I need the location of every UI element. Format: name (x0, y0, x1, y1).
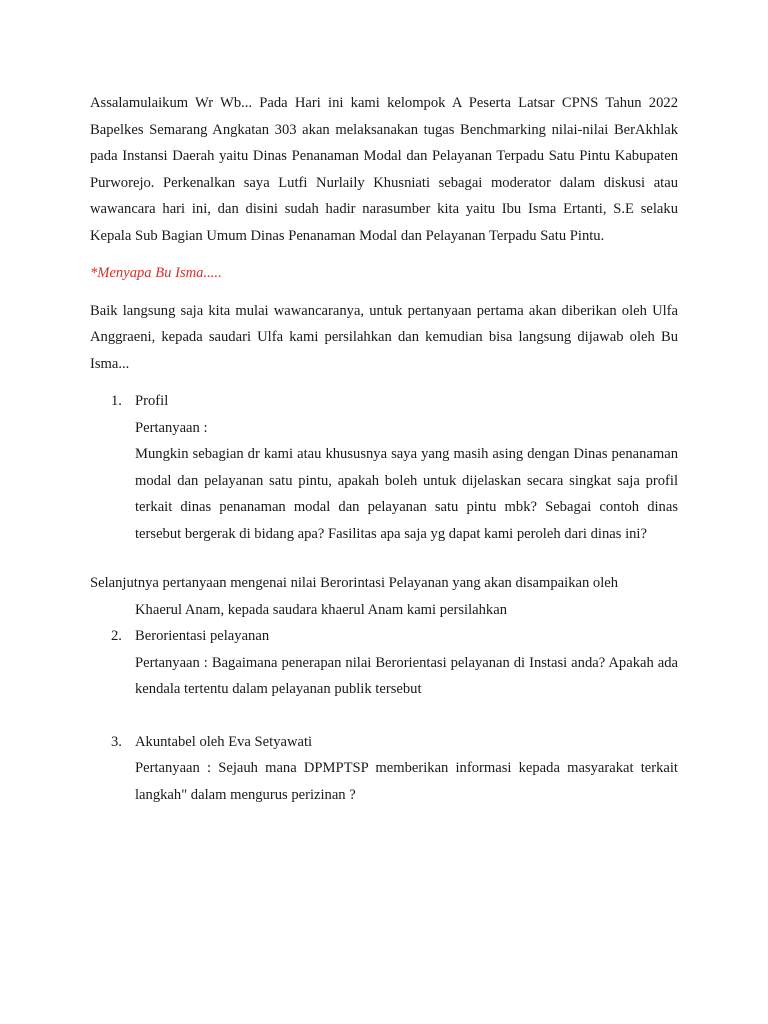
item-number: 2. (111, 628, 122, 644)
question-text: Mungkin sebagian dr kami atau khususnya saya yang masih asing dengan Dinas penanaman modal dan pelayanan satu pintu, apakah boleh untuk dijelaskan secara singkat saja profil terkait dinas penanaman modal dan pelayanan satu pintu mbk? Sebagai contoh dinas tersebut bergerak di bidang apa? Fasilitas apa saja yg dapat kami peroleh dari dinas ini? (135, 446, 678, 542)
intro-paragraph: Assalamulaikum Wr Wb... Pada Hari ini kami kelompok A Peserta Latsar CPNS Tahun 2022 Bapelkes Semarang Angkatan 303 akan melaksanakan tugas Benchmarking nilai-nilai BerAkhlak pada Instansi Daerah yaitu Dinas Penanaman Modal dan Pelayanan Terpadu Satu Pintu Kabupaten Purworejo. Perkenalkan saya Lutfi Nurlaily Khusniati sebagai moderator dalam diskusi atau wawancara hari ini, dan disini sudah hadir narasumber kita yaitu Ibu Isma Ertanti, S.E selaku Kepala Sub Bagian Umum Dinas Penanaman Modal dan Pelayanan Terpadu Satu Pintu. (90, 95, 678, 244)
document-body (90, 90, 678, 808)
question-item-3 (90, 729, 678, 809)
item-number: 1. (111, 393, 122, 409)
question-item-2 (90, 623, 678, 703)
greeting-note: *Menyapa Bu Isma..... (90, 265, 222, 281)
item-title: Profil (135, 393, 169, 409)
question-item-1 (90, 388, 678, 547)
question-text: Pertanyaan : Sejauh mana DPMPTSP memberikan informasi kepada masyarakat terkait langkah" dalam mengurus perizinan ? (135, 760, 678, 803)
lead-paragraph: Baik langsung saja kita mulai wawancaranya, untuk pertanyaan pertama akan diberikan oleh Ulfa Anggraeni, kepada saudari Ulfa kami persilahkan dan kemudian bisa langsung dijawab oleh Bu Isma... (90, 302, 678, 372)
item-title: Akuntabel oleh Eva Setyawati (135, 733, 313, 750)
question-text: Pertanyaan : Bagaimana penerapan nilai Berorientasi pelayanan di Instasi anda? Apakah ada kendala tertentu dalam pelayanan publik tersebut (135, 654, 678, 697)
transition-line-2: Khaerul Anam, kepada saudara khaerul Anam kami persilahkan (135, 601, 508, 618)
transition-paragraph (90, 570, 678, 623)
item-number: 3. (111, 733, 122, 750)
question-label: Pertanyaan : (135, 419, 208, 436)
item-title: Berorientasi pelayanan (135, 628, 270, 644)
transition-line-1: Selanjutnya pertanyaan mengenai nilai Berorintasi Pelayanan yang akan disampaikan oleh (90, 575, 619, 591)
